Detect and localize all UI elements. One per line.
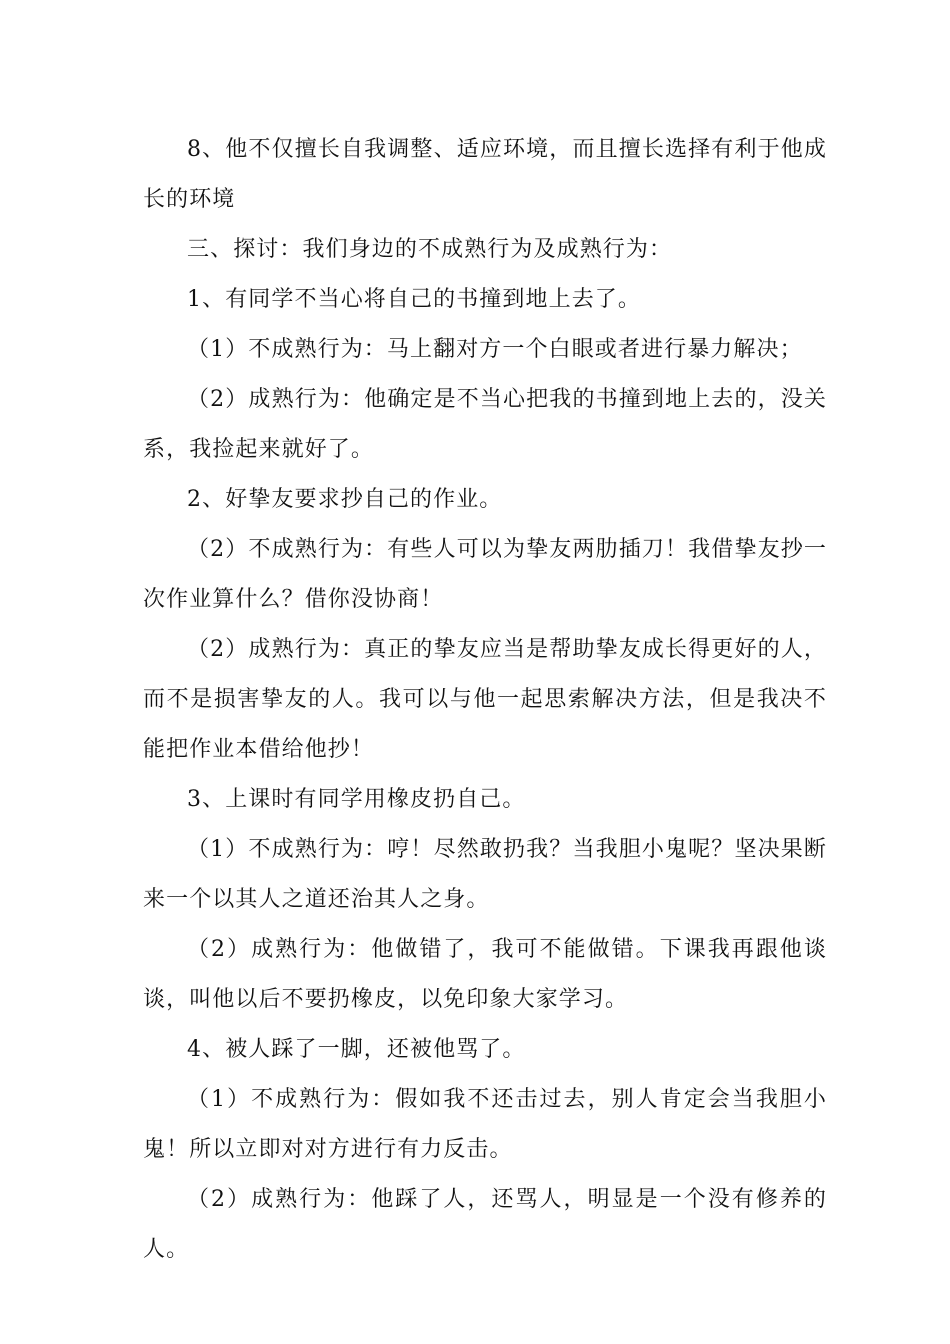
scenario-2-immature: （2）不成熟行为：有些人可以为挚友两肋插刀！我借挚友抄一次作业算什么？借你没协商！ [143, 537, 827, 612]
scenario-1-mature: （2）成熟行为：他确定是不当心把我的书撞到地上去的，没关系，我捡起来就好了。 [143, 387, 827, 462]
scenario-4-mature: （2）成熟行为：他踩了人，还骂人，明显是一个没有修养的人。 [143, 1187, 827, 1262]
scenario-2-mature: （2）成熟行为：真正的挚友应当是帮助挚友成长得更好的人，而不是损害挚友的人。我可以与他一起思索解决方法，但是我决不能把作业本借给他抄！ [143, 637, 827, 762]
scenario-3: 3、上课时有同学用橡皮扔自己。 [187, 787, 526, 812]
scenario-1: 1、有同学不当心将自己的书撞到地上去了。 [187, 287, 641, 312]
scenario-4-immature: （1）不成熟行为：假如我不还击过去，别人肯定会当我胆小鬼！所以立即对对方进行有力反击。 [143, 1087, 827, 1162]
scenario-3-mature: （2）成熟行为：他做错了，我可不能做错。下课我再跟他谈谈，叫他以后不要扔橡皮，以免印象大家学习。 [143, 937, 827, 1012]
document-body [143, 125, 827, 1275]
paragraph-item-8: 8、他不仅擅长自我调整、适应环境，而且擅长选择有利于他成长的环境 [143, 137, 827, 212]
scenario-3-immature: （1）不成熟行为：哼！尽然敢扔我？当我胆小鬼呢？坚决果断来一个以其人之道还治其人之身。 [143, 837, 827, 912]
scenario-2: 2、好挚友要求抄自己的作业。 [187, 487, 503, 512]
scenario-1-immature: （1）不成熟行为：马上翻对方一个白眼或者进行暴力解决； [187, 337, 803, 362]
section-heading-3: 三、探讨：我们身边的不成熟行为及成熟行为： [187, 237, 673, 262]
scenario-4: 4、被人踩了一脚，还被他骂了。 [187, 1037, 526, 1062]
